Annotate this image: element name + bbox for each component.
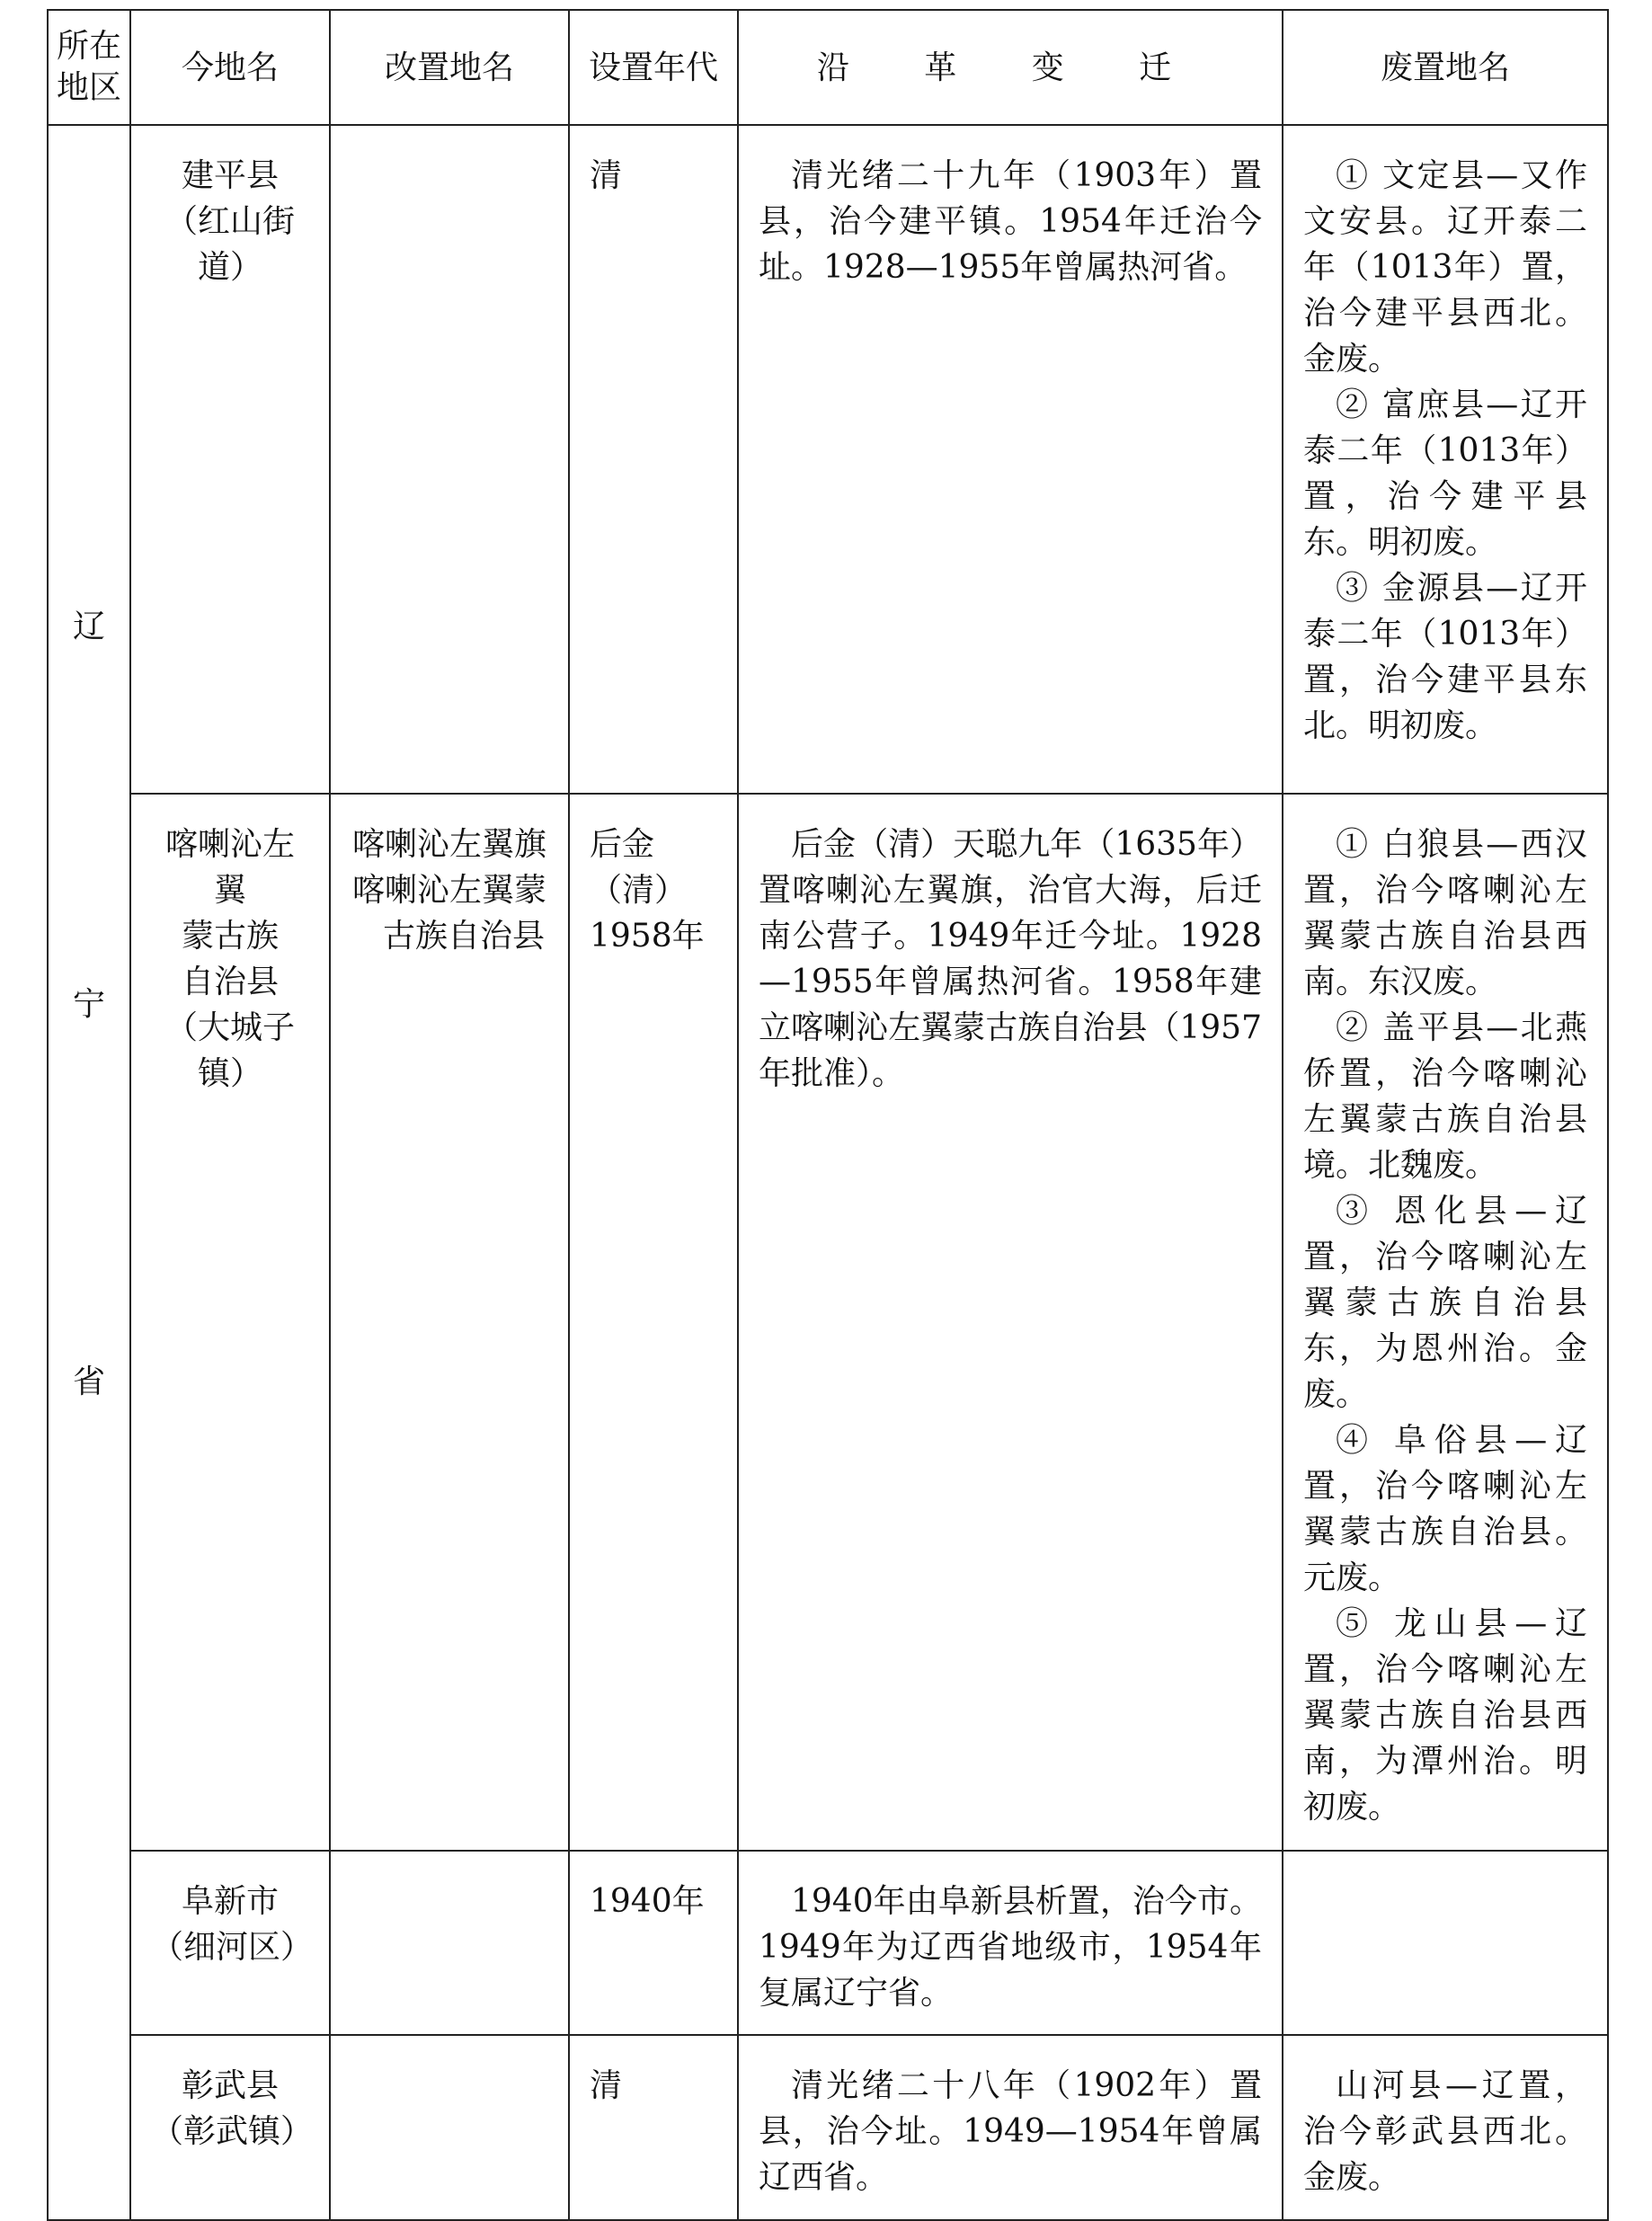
abolished-entry: ⑤ 龙山县—辽置，治今喀喇沁左翼蒙古族自治县西南，为潭州治。明初废。 [1303,1605,1587,1826]
established-line: 1958年 [590,918,705,955]
table-row [48,1851,1608,2035]
abolished-entry: ③ 金源县—辽开泰二年（1013年）置，治今建平县东北。明初废。 [1303,570,1587,744]
table-row [48,2035,1608,2220]
current-name: 彰武县 [181,2067,279,2104]
region-char: 辽 [72,608,105,645]
established-line: 清 [590,157,623,194]
changed-name-line: 古族自治县 [382,918,545,955]
place-name-table [47,9,1609,2221]
current-name: 蒙古族 [181,918,279,955]
abolished-cell [1283,125,1608,794]
history-text: 清光绪二十九年（1903年）置县，治今建平镇。1954年迁治今址。1928—1955年曾属热河省。 [759,157,1262,286]
history-cell [738,125,1283,794]
history-cell [738,1851,1283,2035]
history-text: 清光绪二十八年（1902年）置县，治今址。1949—1954年曾属辽西省。 [759,2067,1262,2196]
header-row [48,10,1608,125]
changed-name-cell [330,1851,569,2035]
abolished-entry: ② 盖平县—北燕侨置，治今喀喇沁左翼蒙古族自治县境。北魏废。 [1303,1009,1587,1184]
changed-name-cell [330,2035,569,2220]
region-char: 宁 [72,985,105,1023]
header-changed-name: 改置地名 [330,10,569,125]
current-seat: （大城子镇） [164,1009,295,1092]
header-abolished: 废置地名 [1283,10,1608,125]
history-cell [738,794,1283,1851]
established-cell [569,794,738,1851]
header-region-line2: 地区 [56,69,121,106]
current-name-cell [130,2035,330,2220]
history-text: 后金（清）天聪九年（1635年）置喀喇沁左翼旗，治官大海，后迁南公营子。1949年迁今址。1928—1955年曾属热河省。1958年建立喀喇沁左翼蒙古族自治县（1957年批准）。 [759,826,1262,1092]
current-seat: （红山街道） [164,203,295,286]
region-cell [48,125,130,2220]
header-history: 沿 革 变 迁 [738,10,1283,125]
changed-name-cell [330,794,569,1851]
abolished-entry: ④ 阜俗县—辽置，治今喀喇沁左翼蒙古族自治县。元废。 [1303,1422,1587,1596]
established-cell [569,2035,738,2220]
changed-name-line: 喀喇沁左翼蒙 [351,872,546,909]
history-cell [738,2035,1283,2220]
current-name: 阜新市 [181,1883,279,1920]
changed-name-line: 喀喇沁左翼旗 [351,826,546,863]
region-char: 省 [72,1363,105,1400]
established-line: 后金（清） [590,826,688,909]
changed-name-cell [330,125,569,794]
header-established: 设置年代 [569,10,738,125]
established-cell [569,1851,738,2035]
abolished-entry: ③ 恩化县—辽置，治今喀喇沁左翼蒙古族自治县东，为恩州治。金废。 [1303,1193,1587,1413]
current-name: 建平县 [181,157,279,194]
history-text: 1940年由阜新县析置，治今市。1949年为辽西省地级市，1954年复属辽宁省。 [759,1883,1262,2012]
table-row [48,125,1608,794]
current-seat: （细河区） [151,1929,314,1966]
established-line: 清 [590,2067,623,2104]
current-name: 喀喇沁左翼 [164,826,295,909]
current-seat: （彰武镇） [151,2113,314,2150]
abolished-entry: ② 富庶县—辽开泰二年（1013年）置，治今建平县东。明初废。 [1303,386,1587,561]
established-line: 1940年 [590,1883,705,1920]
abolished-entry: 山河县—辽置，治今彰武县西北。金废。 [1303,2067,1587,2196]
current-name-cell [130,125,330,794]
header-current-name: 今地名 [130,10,330,125]
current-name-cell [130,794,330,1851]
abolished-cell [1283,1851,1608,2035]
abolished-cell [1283,794,1608,1851]
abolished-entry: ① 白狼县—西汉置，治今喀喇沁左翼蒙古族自治县西南。东汉废。 [1303,826,1587,1000]
abolished-cell [1283,2035,1608,2220]
abolished-entry: ① 文定县—又作文安县。辽开泰二年（1013年）置，治今建平县西北。金废。 [1303,157,1587,378]
current-name: 自治县 [181,964,279,1000]
established-cell [569,125,738,794]
table-row [48,794,1608,1851]
header-region-line1: 所在 [56,28,121,65]
header-region [48,10,130,125]
gazetteer-table-page [47,9,1607,2196]
current-name-cell [130,1851,330,2035]
